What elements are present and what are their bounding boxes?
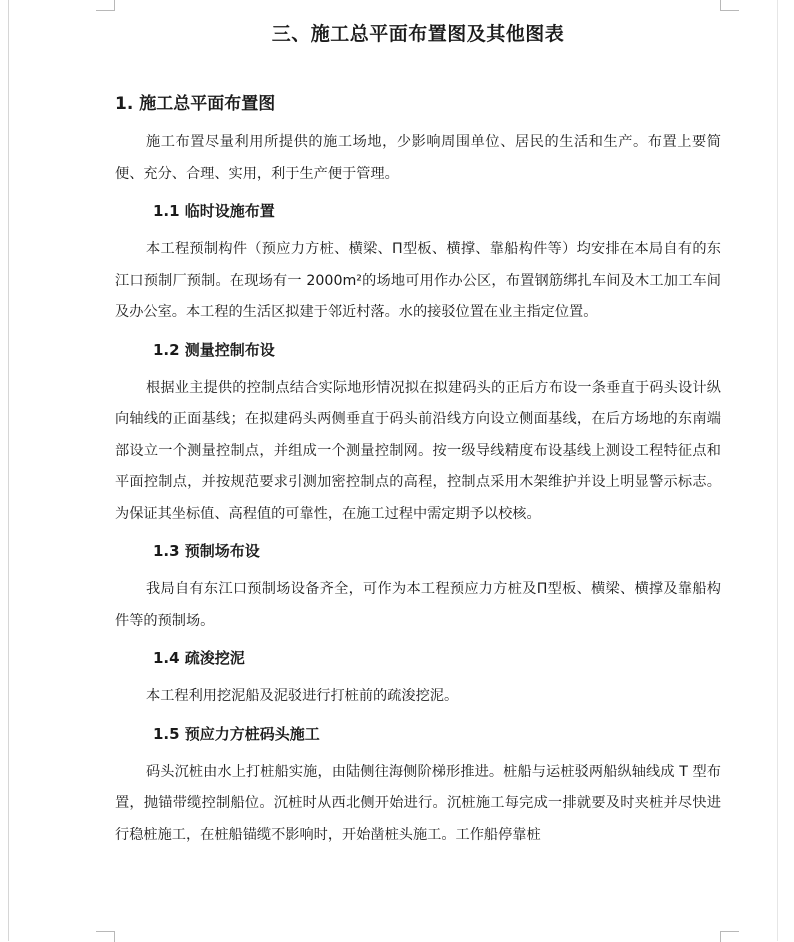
subsection-heading-1-4: 1.4 疏浚挖泥 [153, 649, 245, 667]
page-right-edge [777, 0, 778, 941]
subsection-heading-1-5: 1.5 预应力方桩码头施工 [153, 724, 320, 743]
page-left-edge [8, 0, 9, 941]
subsection-1-4-body: 本工程利用挖泥船及泥驳进行打桩前的疏浚挖泥。 [146, 688, 459, 704]
subsection-1-5-body: 码头沉桩由水上打桩船实施，由陆侧往海侧阶梯形推进。桩船与运桩驳两船纵轴线成 T 型布置，抛锚带缆控制船位。沉桩时从西北侧开始进行。沉桩施工每完成一排就要及时夹桩并尽快进行稳桩施工，在桩船锚缆不影响时，开始凿桩头施工。工作船停靠桩 [115, 763, 721, 843]
section-heading-1: 1. 施工总平面布置图 [115, 94, 276, 114]
crop-mark-top-right [720, 0, 739, 11]
crop-mark-top-left [96, 0, 115, 11]
subsection-1-2-body: 根据业主提供的控制点结合实际地形情况拟在拟建码头的正后方布设一条垂直于码头设计纵向轴线的正面基线；在拟建码头两侧垂直于码头前沿线方向设立侧面基线，在后方场地的东南端部设立一个测量控制点，并组成一个测量控制网。按一级导线精度布设基线上测设工程特征点和平面控制点，并按规范要求引测加密控制点的高程，控制点采用木架维护并设上明显警示标志。为保证其坐标值、高程值的可靠性，在施工过程中需定期予以校核。 [115, 379, 721, 522]
subsection-heading-1-1: 1.1 临时设施布置 [153, 202, 275, 220]
crop-mark-bottom-left [96, 931, 115, 942]
section-1-intro: 施工布置尽量利用所提供的施工场地，少影响周围单位、居民的生活和生产。布置上要简便、充分、合理、实用，利于生产便于管理。 [115, 134, 721, 182]
crop-mark-bottom-right [720, 931, 739, 942]
document-title: 三、施工总平面布置图及其他图表 [271, 23, 565, 45]
document-body [115, 20, 721, 851]
subsection-1-1-body: 本工程预制构件（预应力方桩、横梁、Π型板、横撑、靠船构件等）均安排在本局自有的东江口预制厂预制。在现场有一 2000m²的场地可用作办公区，布置钢筋绑扎车间及木工加工车间及办公室。本工程的生活区拟建于邻近村落。水的接驳位置在业主指定位置。 [115, 241, 721, 320]
subsection-1-3-body: 我局自有东江口预制场设备齐全，可作为本工程预应力方桩及Π型板、横梁、横撑及靠船构件等的预制场。 [115, 581, 721, 629]
subsection-heading-1-3: 1.3 预制场布设 [153, 542, 260, 560]
subsection-heading-1-2: 1.2 测量控制布设 [153, 340, 275, 359]
